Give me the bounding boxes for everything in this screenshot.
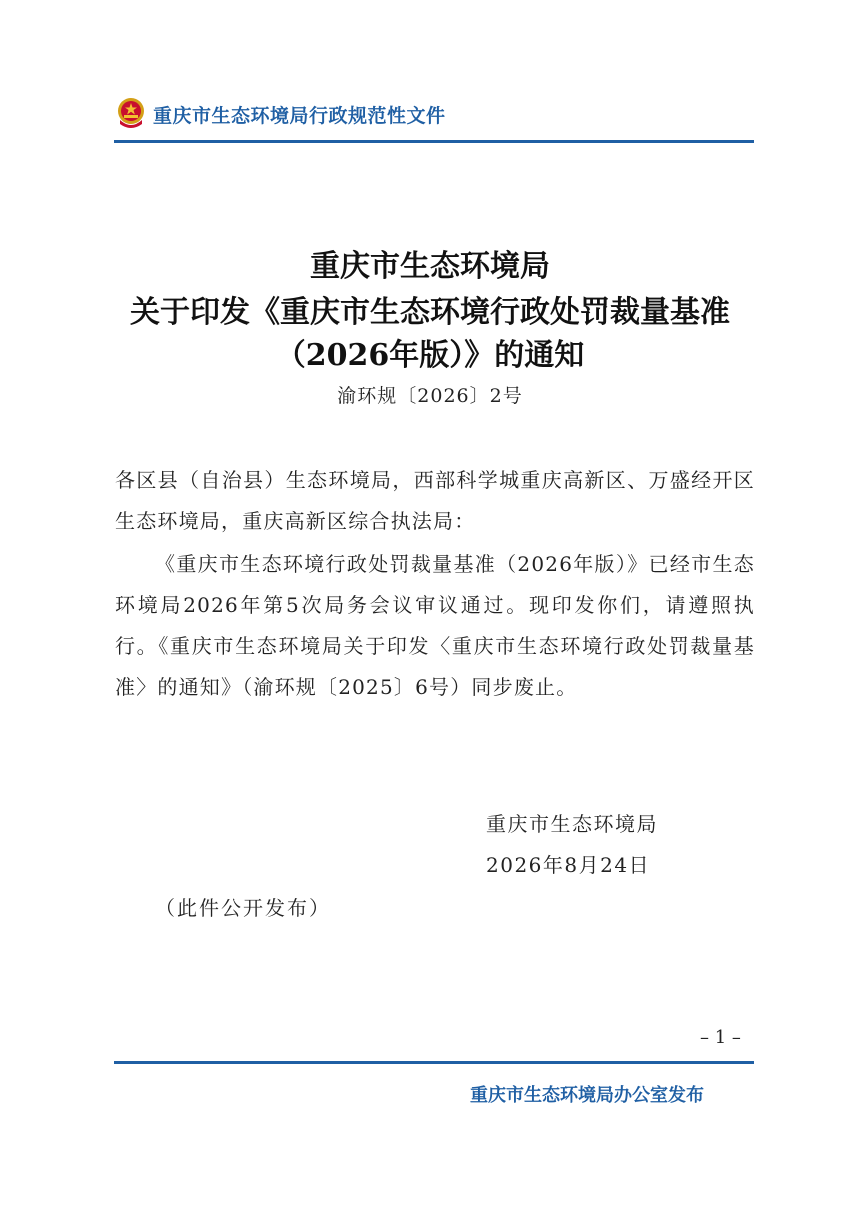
document-title-line2: 关于印发《重庆市生态环境行政处罚裁量基准 <box>130 295 730 330</box>
signature-date: 2026年8月24日 <box>486 853 651 877</box>
header-rule <box>114 140 754 143</box>
document-title-line3: （2026年版）》的通知 <box>275 338 585 373</box>
header-title: 重庆市生态环境局行政规范性文件 <box>153 104 446 127</box>
public-note: （此件公开发布） <box>155 896 331 920</box>
footer-rule <box>114 1061 754 1064</box>
body-paragraph: 《重庆市生态环境行政处罚裁量基准（2026年版）》已经市生态环境局2026年第5次局务会议审议通过。现印发你们，请遵照执行。《重庆市生态环境局关于印发〈重庆市生态环境行政处罚裁量基准〉的通知》（渝环规〔2025〕6号）同步废止。 <box>115 552 755 699</box>
signature-org: 重庆市生态环境局 <box>486 812 658 836</box>
footer-issuer: 重庆市生态环境局办公室发布 <box>470 1085 704 1106</box>
national-emblem-icon <box>115 96 147 132</box>
document-title-line1: 重庆市生态环境局 <box>310 249 550 284</box>
page-number: – 1 – <box>700 1027 741 1048</box>
addressee-paragraph: 各区县（自治县）生态环境局，西部科学城重庆高新区、万盛经开区生态环境局，重庆高新区综合执法局： <box>115 468 755 533</box>
document-number: 渝环规〔2026〕2号 <box>337 385 523 407</box>
document-header <box>115 94 446 134</box>
